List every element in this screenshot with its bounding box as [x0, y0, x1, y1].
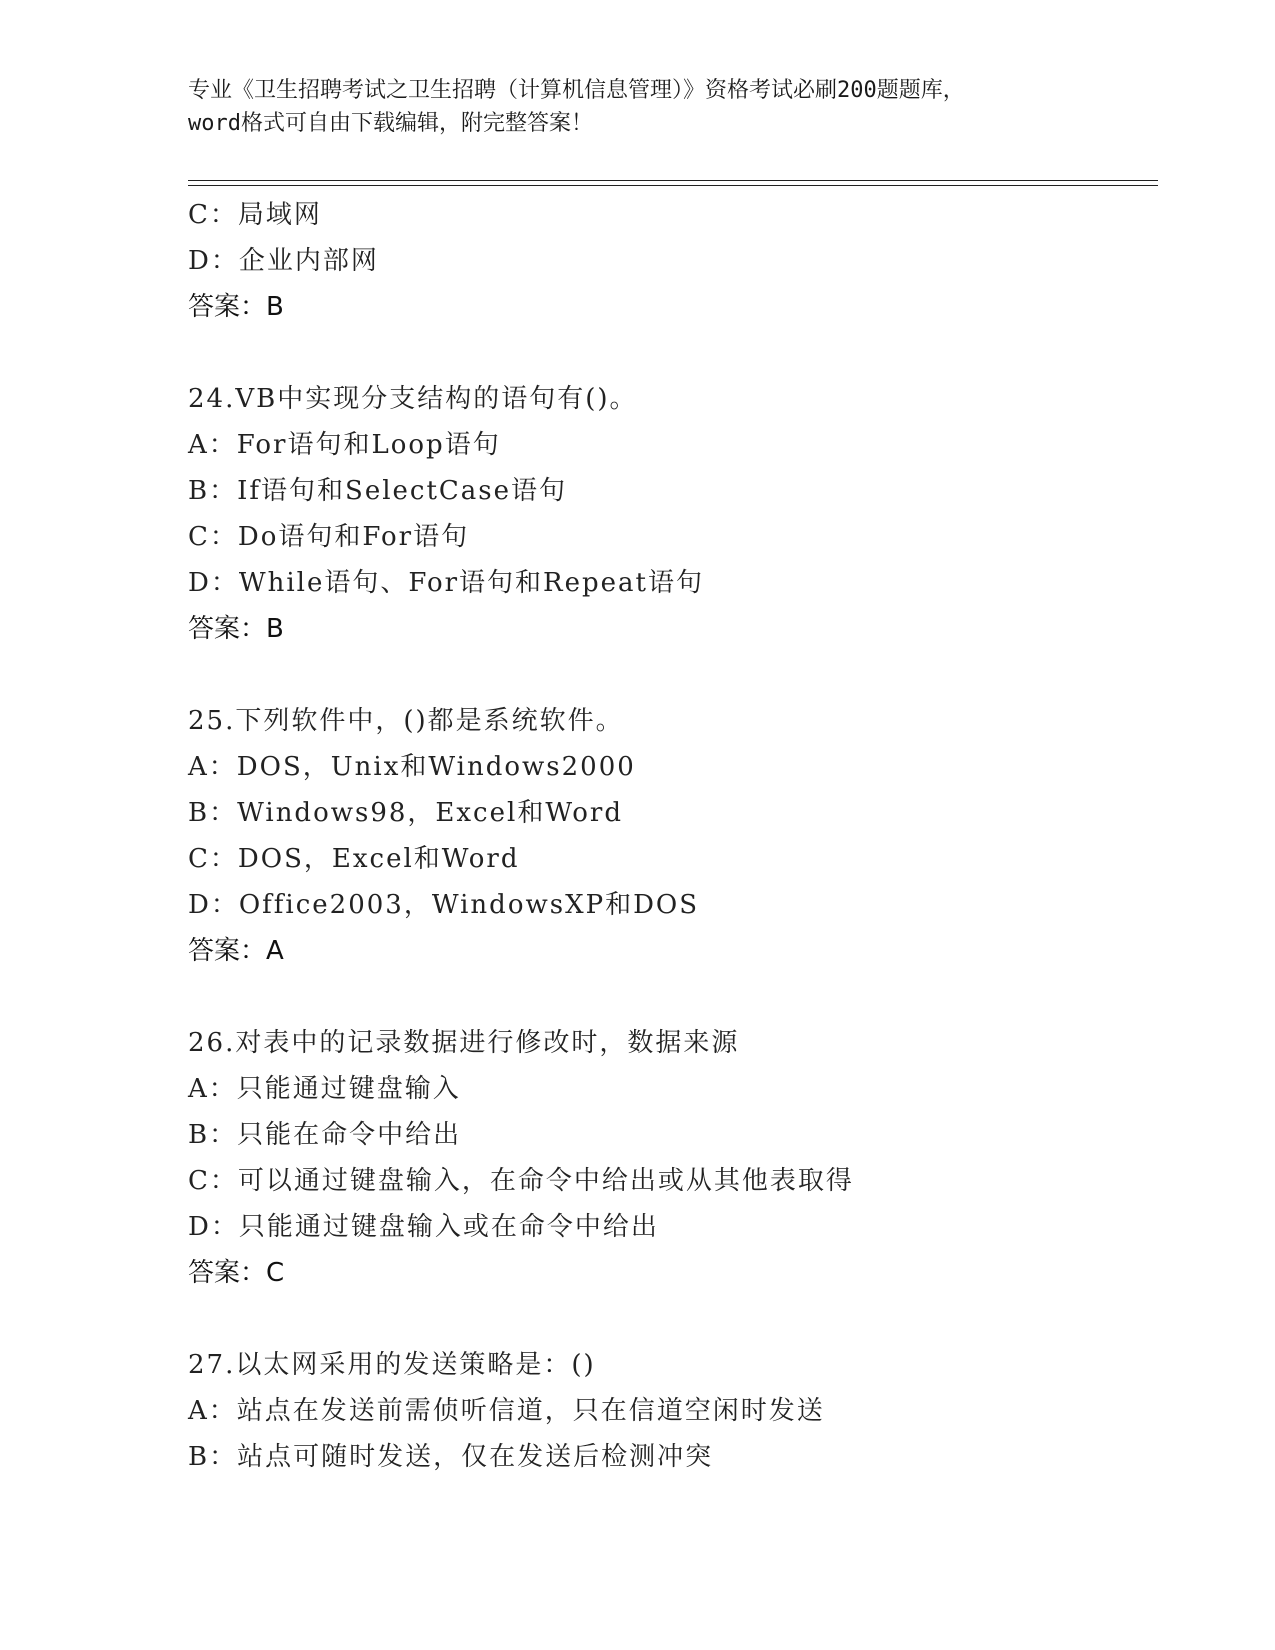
question-26 [188, 1020, 1168, 1296]
option-text: While语句、For语句和Repeat语句 [238, 568, 704, 598]
option-row [188, 836, 1168, 882]
question-stem: 25.下列软件中，()都是系统软件。 [188, 706, 624, 736]
question-list [188, 192, 1168, 1480]
question-27 [188, 1342, 1168, 1480]
question-25 [188, 698, 1168, 974]
spacer [188, 652, 1168, 698]
answer-line: 答案：C [188, 1258, 285, 1288]
option-key: D： [188, 246, 239, 276]
spacer [188, 1296, 1168, 1342]
option-key: C： [188, 522, 238, 552]
option-text: 可以通过键盘输入，在命令中给出或从其他表取得 [237, 1166, 854, 1196]
option-key: C： [188, 844, 238, 874]
option-key: C： [188, 1166, 238, 1196]
option-row [188, 744, 1168, 790]
option-row [188, 468, 1168, 514]
option-key: C： [188, 200, 238, 230]
question-stem: 27.以太网采用的发送策略是：() [188, 1350, 596, 1380]
option-text: Office2003，WindowsXP和DOS [238, 890, 700, 920]
option-row [188, 1066, 1168, 1112]
option-row [188, 1204, 1168, 1250]
answer-line: 答案：B [188, 614, 284, 644]
option-row [188, 192, 1168, 238]
option-text: DOS，Excel和Word [237, 844, 520, 874]
option-row [188, 422, 1168, 468]
option-text: 只能在命令中给出 [237, 1120, 462, 1150]
option-row [188, 514, 1168, 560]
option-key: B： [188, 1442, 238, 1472]
option-row [188, 560, 1168, 606]
answer-line: 答案：A [188, 936, 284, 966]
option-key: A： [188, 430, 237, 460]
option-text: 局域网 [237, 200, 322, 230]
document-header [188, 74, 1088, 140]
question-fragment [188, 192, 1168, 330]
option-key: A： [188, 1396, 237, 1426]
option-key: A： [188, 1074, 237, 1104]
option-row [188, 1434, 1168, 1480]
option-text: Do语句和For语句 [237, 522, 470, 552]
option-key: D： [188, 568, 239, 598]
spacer [188, 330, 1168, 376]
option-row [188, 790, 1168, 836]
option-row [188, 1388, 1168, 1434]
option-key: D： [188, 1212, 239, 1242]
header-line-1: 专业《卫生招聘考试之卫生招聘（计算机信息管理）》资格考试必刷200题题库， [188, 78, 965, 103]
header-line-2: word格式可自由下载编辑，附完整答案！ [188, 111, 593, 136]
option-text: 站点可随时发送，仅在发送后检测冲突 [237, 1442, 714, 1472]
option-key: B： [188, 798, 238, 828]
option-text: If语句和SelectCase语句 [237, 476, 568, 506]
option-row [188, 1158, 1168, 1204]
spacer [188, 974, 1168, 1020]
header-divider-top [188, 180, 1158, 181]
option-row [188, 238, 1168, 284]
option-key: D： [188, 890, 239, 920]
answer-line: 答案：B [188, 292, 284, 322]
header-divider-bottom [188, 185, 1158, 186]
option-text: 只能通过键盘输入或在命令中给出 [238, 1212, 659, 1242]
option-row [188, 882, 1168, 928]
option-text: 企业内部网 [238, 246, 379, 276]
option-key: A： [188, 752, 237, 782]
option-text: 只能通过键盘输入 [236, 1074, 461, 1104]
option-row [188, 1112, 1168, 1158]
option-key: B： [188, 1120, 238, 1150]
question-stem: 26.对表中的记录数据进行修改时，数据来源 [188, 1028, 740, 1058]
option-text: Windows98，Excel和Word [237, 798, 624, 828]
question-24 [188, 376, 1168, 652]
option-text: 站点在发送前需侦听信道，只在信道空闲时发送 [236, 1396, 825, 1426]
question-stem: 24.VB中实现分支结构的语句有()。 [188, 384, 638, 414]
option-key: B： [188, 476, 238, 506]
option-text: For语句和Loop语句 [236, 430, 501, 460]
option-text: DOS，Unix和Windows2000 [236, 752, 636, 782]
